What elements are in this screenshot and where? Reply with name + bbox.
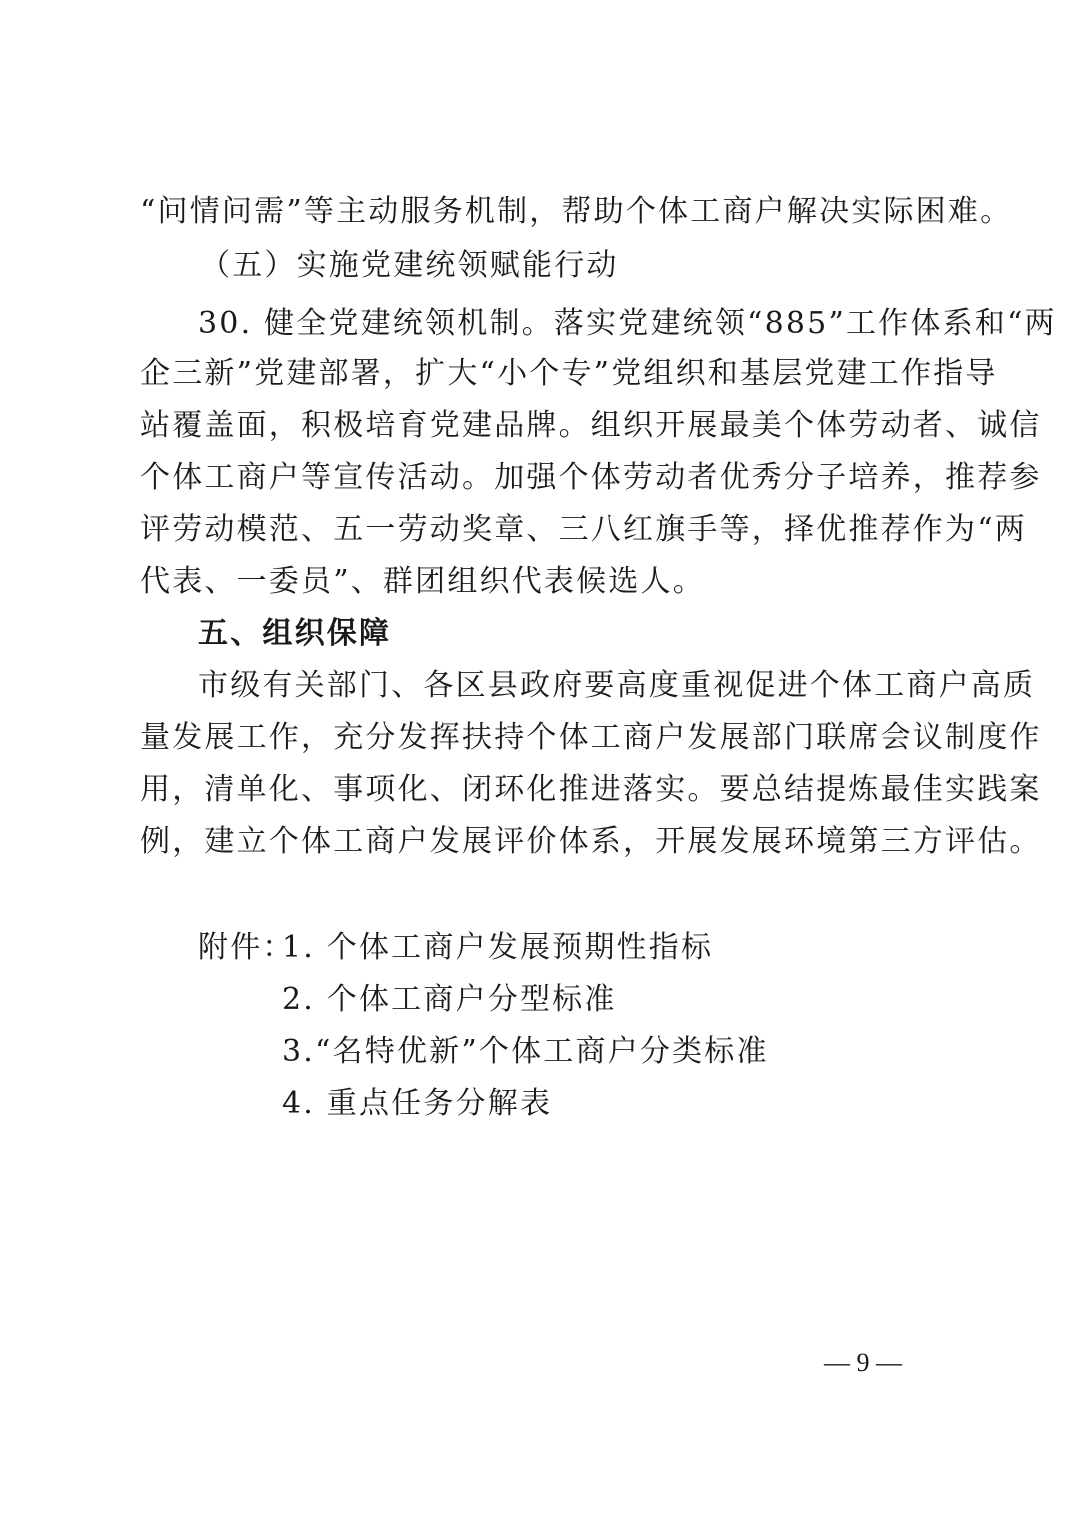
attachment-item-4: 4. 重点任务分解表 <box>282 1086 553 1121</box>
section-five-line-2: 量发展工作，充分发挥扶持个体工商户发展部门联席会议制度作 <box>140 720 1042 755</box>
attachment-item-3: 3.“名特优新”个体工商户分类标准 <box>282 1034 769 1069</box>
item30-line-4: 个体工商户等宣传活动。加强个体劳动者优秀分子培养，推荐参 <box>140 460 1042 495</box>
section-five-line-1: 市级有关部门、各区县政府要高度重视促进个体工商户高质 <box>198 668 1036 703</box>
item30-line-2: 企三新”党建部署，扩大“小个专”党组织和基层党建工作指导 <box>140 356 998 391</box>
section-five-heading: 五、组织保障 <box>198 616 392 651</box>
section-five-line-3: 用，清单化、事项化、闭环化推进落实。要总结提炼最佳实践案 <box>140 772 1042 807</box>
attachment-item-2: 2. 个体工商户分型标准 <box>282 982 617 1017</box>
item30-line-5: 评劳动模范、五一劳动奖章、三八红旗手等，择优推荐作为“两 <box>140 512 1027 547</box>
attachment-item-1: 1. 个体工商户发展预期性指标 <box>282 930 714 965</box>
page-number: — 9 — <box>824 1348 902 1377</box>
attachments-label: 附件： <box>198 930 295 965</box>
subheading-five: （五）实施党建统领赋能行动 <box>200 248 619 283</box>
paragraph-continuation: “问情问需”等主动服务机制，帮助个体工商户解决实际困难。 <box>140 194 1013 229</box>
item30-line-6: 代表、一委员”、群团组织代表候选人。 <box>140 564 705 599</box>
item30-line-3: 站覆盖面，积极培育党建品牌。组织开展最美个体劳动者、诚信 <box>140 408 1042 443</box>
item30-line-1: 30. 健全党建统领机制。落实党建统领“885”工作体系和“两 <box>198 306 1057 341</box>
section-five-line-4: 例，建立个体工商户发展评价体系，开展发展环境第三方评估。 <box>140 824 1042 859</box>
